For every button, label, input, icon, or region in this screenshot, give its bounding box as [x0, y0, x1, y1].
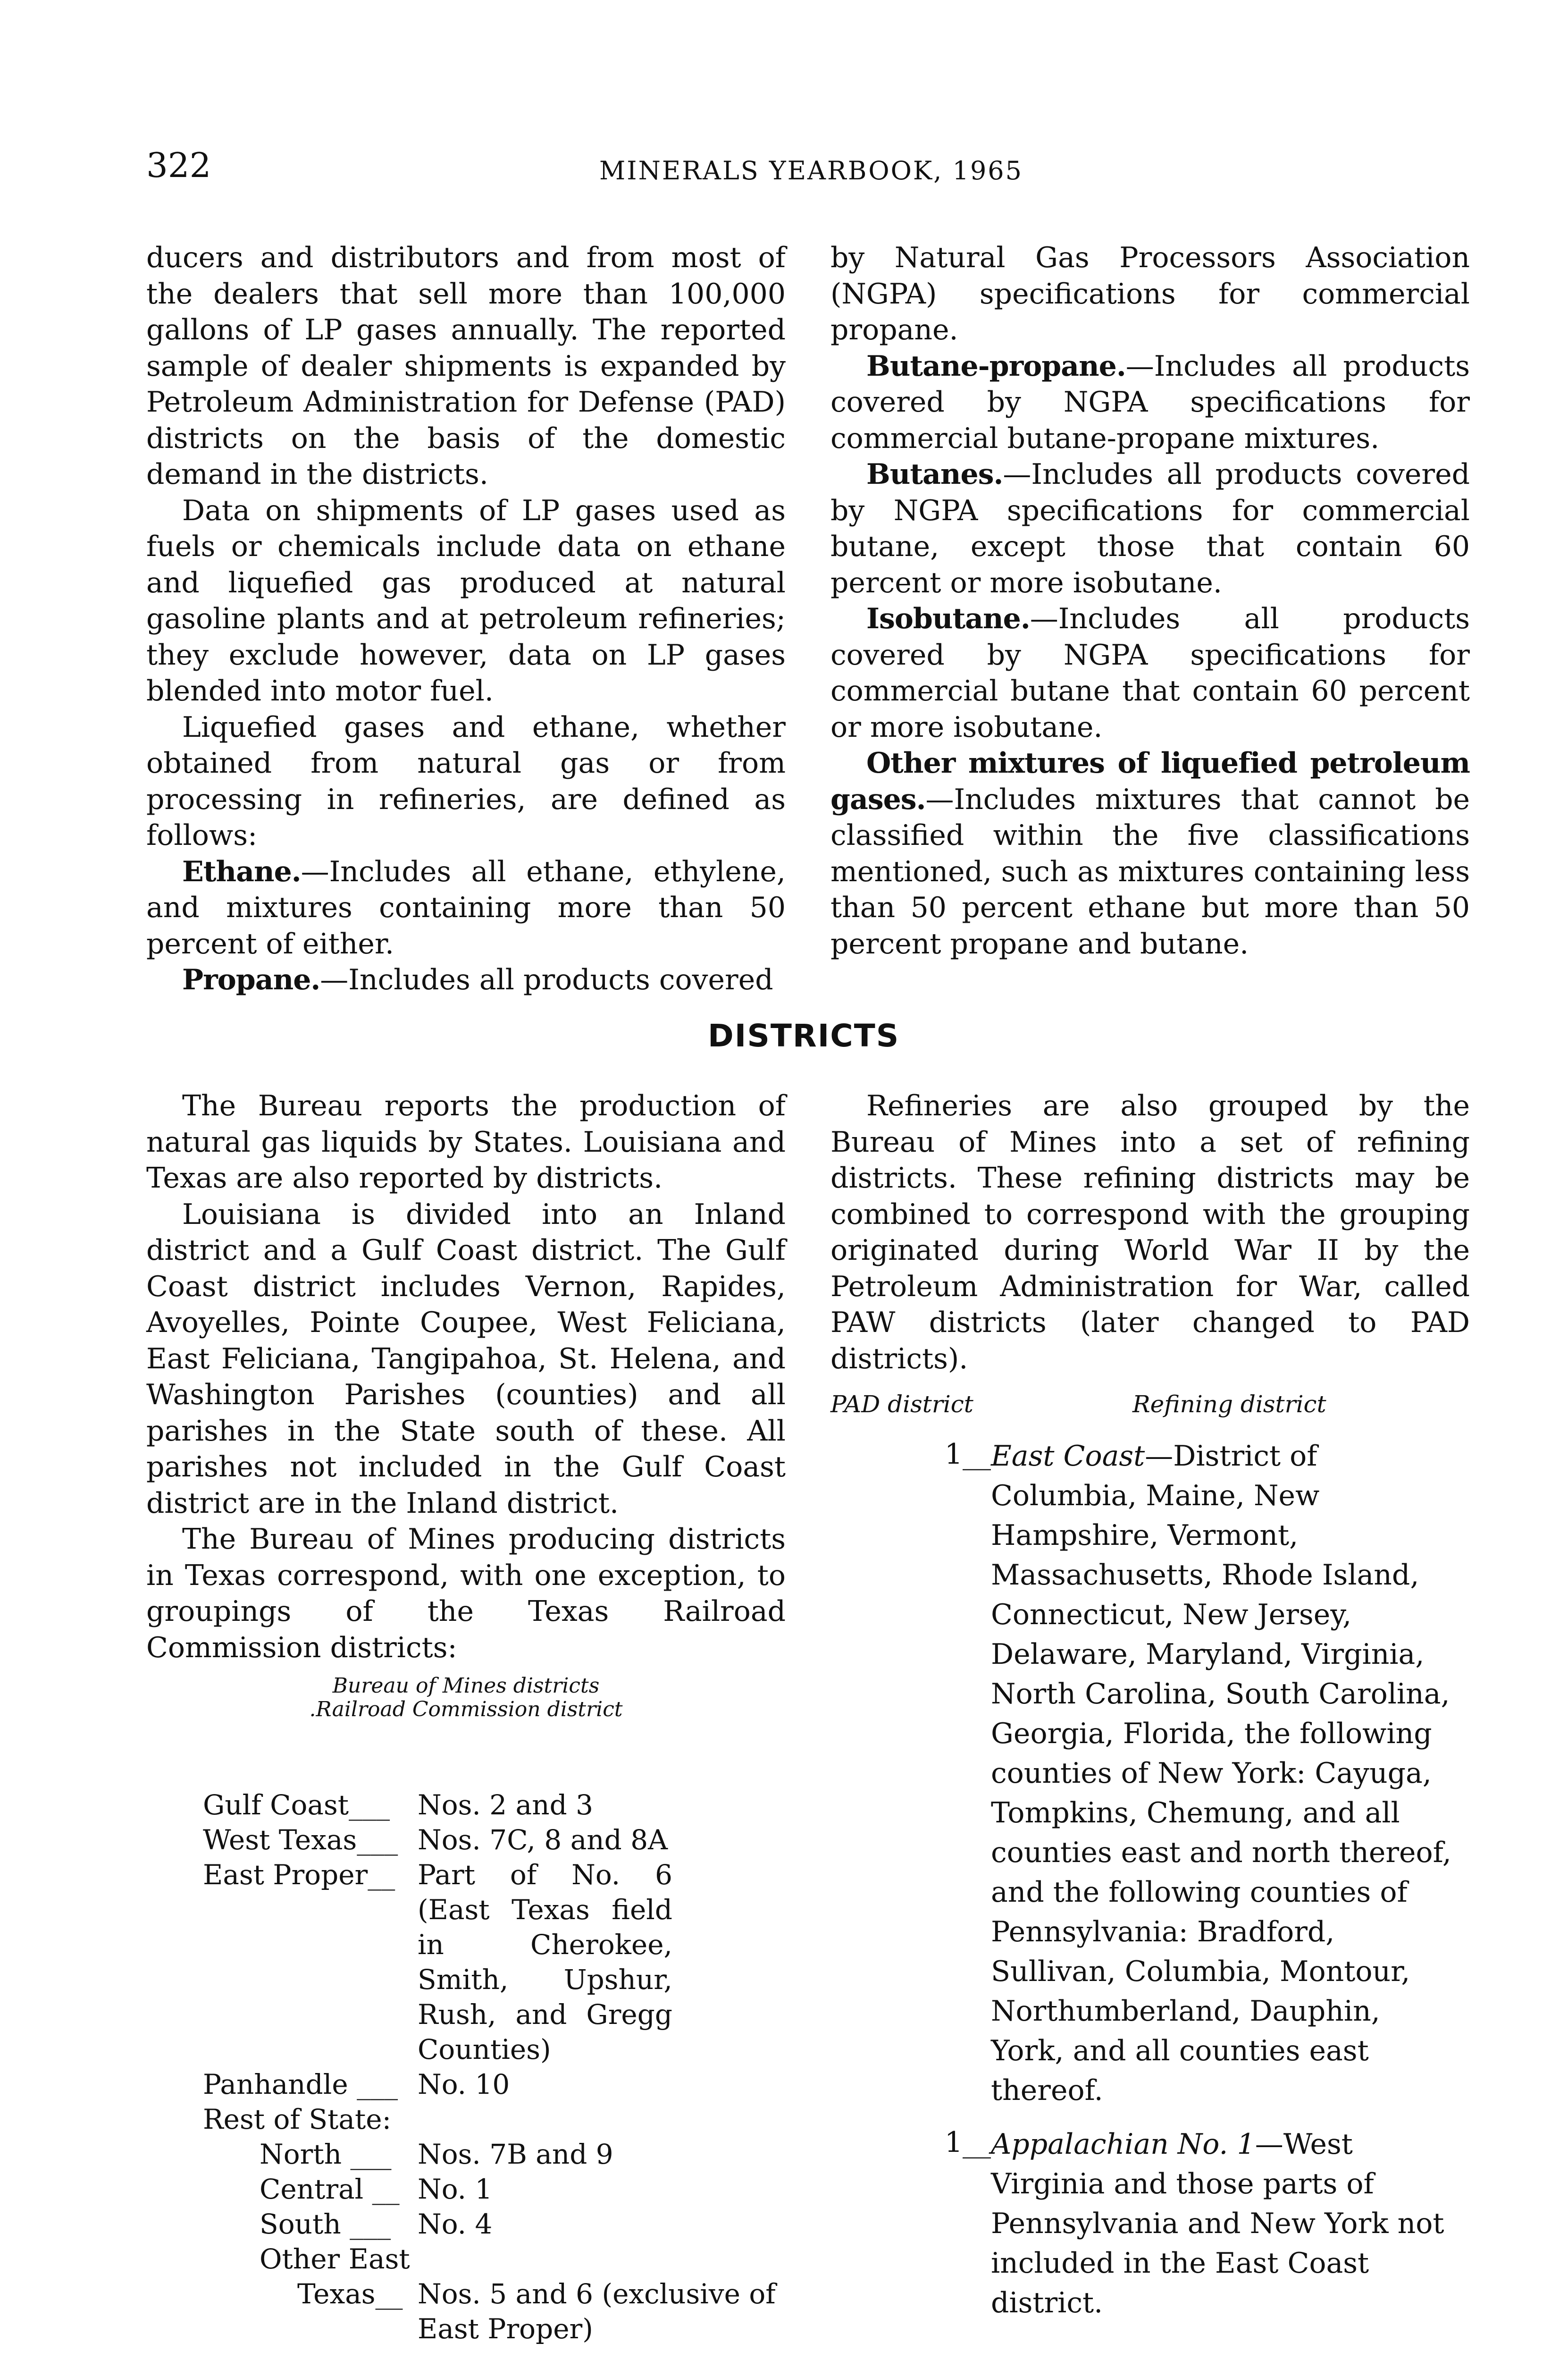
page-number: 322 [146, 145, 211, 185]
table-caption: .Railroad Commission district [309, 1697, 623, 1721]
district-value: Nos. 2 and 3 [418, 1789, 594, 1821]
intro-right-column [830, 240, 1470, 962]
definition-butanes [830, 456, 1470, 601]
district-name: Central __ [260, 2173, 400, 2205]
pad-number: 1__ [944, 1438, 991, 1471]
paragraph: Louisiana is divided into an Inland district and a Gulf Coast district. The Gulf Coast district includes Vernon, Rapides, Avoyelles, Pointe Coupee, West Feliciana, East Feliciana, Tangipahoa, St. Helena, and Washington Parishes (counties) and all parishes in the State south of these. All parishes not included in the Gulf Coast district are in the Inland district. [146, 1197, 786, 1520]
definition-text: —Includes mixtures that cannot be classified within the five classifications mentioned, such as mixtures containing less than 50 percent ethane but more than 50 percent propane and butane. [830, 783, 1470, 961]
definition-other-mixtures [830, 745, 1470, 962]
table-row [203, 1787, 786, 1822]
definition-text: —Includes all ethane, ethylene, and mixtures containing more than 50 percent of either. [146, 855, 786, 961]
district-value: Nos. 7B and 9 [418, 2138, 613, 2170]
district-value: No. 4 [418, 2208, 493, 2240]
table-row [203, 2067, 786, 2102]
district-name: Texas__ [297, 2278, 403, 2310]
definition-text: —Includes all products covered [320, 963, 773, 996]
district-name: West Texas___ [203, 1824, 398, 1856]
definition-term: Butane-propane. [866, 349, 1126, 383]
paragraph: Refineries are also grouped by the Bureau of Mines into a set of refining districts. These refining districts may be combined to correspond with the grouping originated during World War II by the Petroleum Administration for War, called PAW districts (later changed to PAD districts). [830, 1089, 1470, 1375]
intro-left-column [146, 240, 786, 998]
pad-number: 1__ [944, 2126, 991, 2159]
railroad-districts-table [146, 1787, 786, 2346]
pad-entry [830, 2124, 1470, 2323]
district-value: Part of No. 6 (East Texas field in Cherokee, Smith, Upshur, Rush, and Gregg Counties) [418, 1859, 672, 2065]
refining-district-name: East Coast [991, 1440, 1145, 1473]
running-head: MINERALS YEARBOOK, 1965 [599, 156, 1023, 185]
definition-propane [146, 962, 786, 998]
refining-district-name: Appalachian No. 1 [991, 2128, 1255, 2161]
definition-text: —Includes all products covered by NGPA specifications for commercial butane-propane mixtures. [830, 349, 1470, 455]
district-value: No. 1 [418, 2173, 493, 2205]
pad-table-header [830, 1386, 1470, 1422]
paragraph: ducers and distributors and from most of the dealers that sell more than 100,000 gallons of LP gases annually. The reported sample of dealer shipments is expanded by Petroleum Administration for Defense (PAD) districts on the basis of the domestic demand in the districts. [146, 241, 786, 491]
table-row [203, 2207, 786, 2242]
districts-left-column [146, 1088, 786, 2346]
definition-term: Propane. [182, 963, 320, 996]
district-name: Panhandle ___ [203, 2068, 398, 2100]
paragraph: The Bureau reports the production of natural gas liquids by States. Louisiana and Texas are also reported by districts. [146, 1089, 786, 1195]
table-row [203, 2137, 786, 2172]
column-head-refining: Refining district [1132, 1391, 1326, 1418]
definition-term: Isobutane. [866, 602, 1030, 635]
definition-isobutane [830, 601, 1470, 745]
district-name: East Proper__ [203, 1859, 395, 1891]
rest-of-state-label: Rest of State: [203, 2103, 392, 2135]
definition-butane-propane [830, 348, 1470, 457]
table-row [203, 2276, 786, 2346]
definition-term: Other mixtures of liquefied petroleum gases. [830, 747, 1470, 816]
table-caption: Bureau of Mines districts [332, 1674, 600, 1698]
paragraph: Data on shipments of LP gases used as fuels or chemicals include data on ethane and liquefied gas produced at natural gasoline plants and at petroleum refineries; they exclude however, data on LP gases blended into motor fuel. [146, 494, 786, 708]
pad-description [991, 2124, 1453, 2323]
section-heading: DISTRICTS [708, 1018, 900, 1054]
districts-right-column [830, 1088, 1470, 2323]
district-name: South ___ [260, 2208, 391, 2240]
other-east-label: Other East [260, 2243, 410, 2275]
paragraph: Liquefied gases and ethane, whether obtained from natural gas or from processing in refineries, are defined as follows: [146, 710, 786, 852]
district-name: Gulf Coast___ [203, 1789, 390, 1821]
column-head-pad: PAD district [830, 1391, 973, 1418]
district-value: Nos. 7C, 8 and 8A [418, 1824, 668, 1856]
refining-district-text: —West Virginia and those parts of Pennsylvania and New York not included in the East Coast district. [991, 2128, 1444, 2319]
table-row [203, 1857, 786, 2067]
table-row [203, 2172, 786, 2207]
pad-entry [830, 1436, 1470, 2110]
district-name: North ___ [260, 2138, 392, 2170]
paragraph: by Natural Gas Processors Association (NGPA) specifications for commercial propane. [830, 241, 1470, 346]
definition-term: Butanes. [866, 458, 1003, 491]
refining-district-text: —District of Columbia, Maine, New Hampshire, Vermont, Massachusetts, Rhode Island, Connecticut, New Jersey, Delaware, Maryland, Virginia, North Carolina, South Carolina, Georgia, Florida, the following counties of New York: Cayuga, Tompkins, Chemung, and all counties east and north thereof, and the following counties of Pennsylvania: Bradford, Sullivan, Columbia, Montour, Northumberland, Dauphin, York, and all counties east thereof. [991, 1440, 1451, 2107]
district-value: No. 10 [418, 2068, 510, 2100]
district-value: Nos. 5 and 6 (exclusive of East Proper) [418, 2278, 776, 2345]
definition-term: Ethane. [182, 855, 301, 888]
definition-text: —Includes all products covered by NGPA specifications for commercial butane, except those that contain 60 percent or more isobutane. [830, 458, 1470, 599]
definition-text: —Includes all products covered by NGPA specifications for commercial butane that contain 60 percent or more isobutane. [830, 602, 1470, 744]
table-row [203, 1822, 786, 1857]
pad-description [991, 1436, 1453, 2110]
definition-ethane [146, 854, 786, 962]
page-header [146, 144, 1467, 196]
paragraph: The Bureau of Mines producing districts in Texas correspond, with one exception, to groupings of the Texas Railroad Commission districts: [146, 1523, 786, 1664]
